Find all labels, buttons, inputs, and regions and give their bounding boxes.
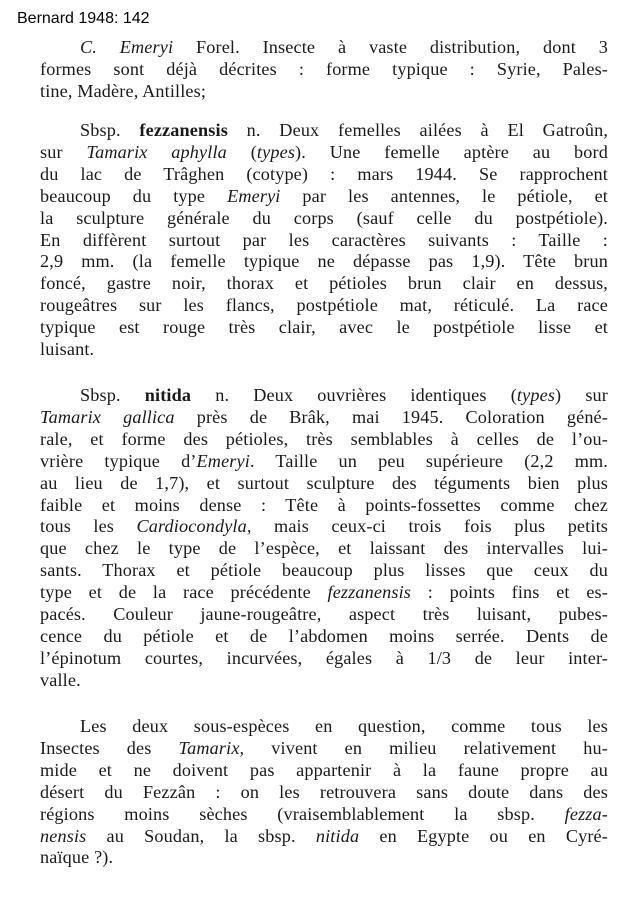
text-line xyxy=(40,186,608,208)
text-run: cence du pétiole et de l’abdomen moins serrée. Dents de xyxy=(40,625,608,646)
text-line xyxy=(40,59,608,81)
text-line xyxy=(40,782,608,804)
text-run: en Egypte ou en Cyré- xyxy=(359,825,608,846)
text-run: pacés. Couleur jaune-rougeâtre, aspect très luisant, pubes- xyxy=(40,604,608,625)
text-line xyxy=(40,385,608,407)
text-line xyxy=(40,648,608,670)
text-line xyxy=(40,295,608,317)
text-line xyxy=(40,604,608,626)
text-line xyxy=(40,847,608,869)
text-line xyxy=(40,582,608,604)
italic-text: types xyxy=(516,385,556,405)
paragraph-fezzanensis xyxy=(40,120,608,361)
text-run: mais ceux-ci trois fois plus petits xyxy=(251,516,608,537)
text-line xyxy=(40,473,608,495)
text-run: naïque ?). xyxy=(40,847,114,868)
text-run: faible et moins dense : Tête à points-fossettes comme chez xyxy=(40,494,608,515)
taxon-name-bold: fezzanensis xyxy=(139,120,228,140)
text-line xyxy=(40,760,608,782)
text-line xyxy=(40,120,608,142)
italic-text: Tamarix gallica xyxy=(40,406,175,427)
text-line xyxy=(40,317,608,339)
text-line xyxy=(40,273,608,295)
text-run: au lieu de 1,7), et surtout sculpture des téguments bien plus xyxy=(40,472,608,493)
text-run: En diffèrent surtout par les caractères suivants : Taille : xyxy=(40,229,608,250)
text-run: rale, et forme des pétioles, très semblables à celles de l’ou- xyxy=(40,428,608,449)
text-line xyxy=(40,804,608,826)
text-run: n. Deux ouvrières identiques ( xyxy=(191,385,517,405)
text-line xyxy=(40,738,608,760)
text-run: régions moins sèches (vraisemblablement la sbsp. xyxy=(40,803,565,824)
italic-text: Tamarix, xyxy=(178,737,245,758)
text-line xyxy=(40,516,608,538)
text-run: sur xyxy=(40,141,87,162)
text-run: Insectes des xyxy=(40,737,179,758)
text-line xyxy=(40,626,608,648)
text-line xyxy=(40,164,608,186)
paragraph-emeryi xyxy=(40,37,608,103)
text-run: Sbsp. xyxy=(80,385,145,405)
text-line xyxy=(40,429,608,451)
text-run: l’épinotum courtes, incurvées, égales à 1/3 de leur inter- xyxy=(40,647,608,668)
italic-text: types xyxy=(256,141,296,162)
text-line xyxy=(40,407,608,429)
text-line xyxy=(40,716,608,738)
text-line xyxy=(40,560,608,582)
paragraph-conclusion xyxy=(40,716,608,869)
taxon-name-bold: nitida xyxy=(144,385,192,405)
text-run: la sculpture générale du corps (sauf celle du postpétiole). xyxy=(40,207,608,228)
text-run: désert du Fezzân : on les retrouvera sans doute dans des xyxy=(40,781,608,802)
text-run: beaucoup du type xyxy=(40,185,228,206)
text-run: tine, Madère, Antilles; xyxy=(40,80,207,101)
text-line xyxy=(40,538,608,560)
italic-text: C. Emeryi xyxy=(80,37,174,57)
text-run: mide et ne doivent pas appartenir à la faune propre au xyxy=(40,759,608,780)
italic-text: nensis xyxy=(40,825,87,846)
italic-text: Emeryi xyxy=(227,185,281,206)
text-run: Sbsp. xyxy=(80,120,140,140)
text-run: Forel. Insecte à vaste distribution, dont 3 xyxy=(173,37,608,57)
page-header: Bernard 1948: 142 xyxy=(17,10,150,27)
text-line xyxy=(40,81,608,103)
italic-text: Emeryi xyxy=(196,450,250,471)
text-line xyxy=(40,208,608,230)
text-line xyxy=(40,339,608,361)
text-run: foncé, gastre noir, thorax et pétioles brun clair en dessus, xyxy=(40,273,608,294)
italic-text: Tamarix aphylla xyxy=(86,141,227,162)
paragraph-nitida xyxy=(40,385,608,692)
text-run: du lac de Trâghen (cotype) : mars 1944. Se rapprochent xyxy=(40,163,608,184)
text-run: . Taille un peu supérieure (2,2 mm. xyxy=(249,450,608,471)
text-run: par les antennes, le pétiole, et xyxy=(280,185,608,206)
text-run: formes sont déjà décrites : forme typique : Syrie, Pales- xyxy=(40,58,608,79)
text-run: près de Brâk, mai 1945. Coloration géné- xyxy=(174,406,608,427)
text-run: rougeâtres sur les flancs, postpétiole mat, réticulé. La race xyxy=(40,295,608,316)
text-run: valle. xyxy=(40,669,81,690)
text-line xyxy=(40,451,608,473)
text-line xyxy=(40,37,608,59)
text-run: typique est rouge très clair, avec le postpétiole lisse et xyxy=(40,317,608,338)
text-run: ( xyxy=(226,141,257,162)
text-run: 2,9 mm. (la femelle typique ne dépasse pas 1,9). Tête brun xyxy=(40,251,608,272)
text-run: ). Une femelle aptère au bord xyxy=(295,141,608,162)
italic-text: fezzanensis xyxy=(327,582,411,603)
text-run: Les deux sous-espèces en question, comme tous les xyxy=(80,716,608,736)
text-line xyxy=(40,826,608,848)
text-line xyxy=(40,495,608,517)
text-line xyxy=(40,142,608,164)
text-run: luisant. xyxy=(40,339,95,360)
text-run: au Soudan, la sbsp. xyxy=(86,825,316,846)
text-line xyxy=(40,670,608,692)
text-run: vivent en milieu relativement hu- xyxy=(244,737,608,758)
italic-text: Cardiocondyla, xyxy=(136,516,252,537)
italic-text: nitida xyxy=(315,825,360,846)
text-line xyxy=(40,251,608,273)
text-run: que chez le type de l’espèce, et laissant des intervalles lui- xyxy=(40,538,608,559)
text-run: sants. Thorax et pétiole beaucoup plus lisses que ceux du xyxy=(40,560,608,581)
text-run: n. Deux femelles ailées à El Gatroûn, xyxy=(227,120,609,140)
text-line xyxy=(40,230,608,252)
text-run: type et de la race précédente xyxy=(40,582,328,603)
text-run: vrière typique d’ xyxy=(40,450,197,471)
text-run: : points fins et es- xyxy=(411,582,608,603)
text-run: ) sur xyxy=(555,385,609,405)
text-run: tous les xyxy=(40,516,137,537)
italic-text: fezza- xyxy=(564,803,608,824)
